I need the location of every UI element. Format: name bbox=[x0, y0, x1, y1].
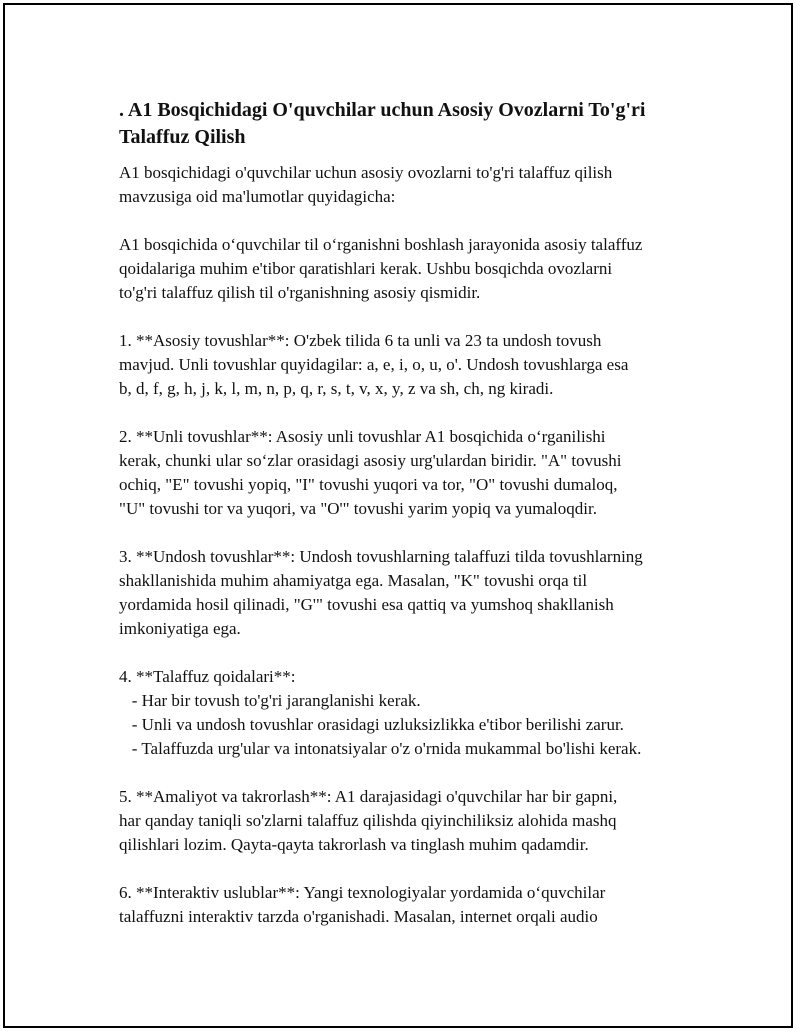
paragraph-line: A1 bosqichidagi o'quvchilar uchun asosiy ovozlarni to'g'ri talaffuz qilish bbox=[119, 163, 613, 182]
paragraph-line: "U" tovushi tor va yuqori, va "O'" tovushi yarim yopiq va yumaloqdir. bbox=[119, 499, 597, 518]
paragraph-line: ochiq, "E" tovushi yopiq, "I" tovushi yuqori va tor, "O" tovushi dumaloq, bbox=[119, 475, 618, 494]
document-body bbox=[119, 97, 699, 953]
section-3-paragraph bbox=[119, 545, 699, 641]
paragraph-line: 6. **Interaktiv uslublar**: Yangi texnologiyalar yordamida o‘quvchilar bbox=[119, 883, 606, 902]
section-6-paragraph bbox=[119, 881, 699, 929]
paragraph-line: 4. **Talaffuz qoidalari**: bbox=[119, 667, 296, 686]
paragraph-line: har qanday taniqli so'zlarni talaffuz qilishda qiyinchiliksiz alohida mashq bbox=[119, 811, 617, 830]
paragraph-line: qilishlari lozim. Qayta-qayta takrorlash va tinglash muhim qadamdir. bbox=[119, 835, 589, 854]
paragraph-line: yordamida hosil qilinadi, "G'" tovushi esa qattiq va yumshoq shakllanish bbox=[119, 595, 614, 614]
list-item: - Har bir tovush to'g'ri jaranglanishi kerak. bbox=[119, 691, 421, 710]
section-2-paragraph bbox=[119, 425, 699, 521]
paragraph-line: 5. **Amaliyot va takrorlash**: A1 darajasidagi o'quvchilar har bir gapni, bbox=[119, 787, 618, 806]
paragraph-line: 3. **Undosh tovushlar**: Undosh tovushlarning talaffuzi tilda tovushlarning bbox=[119, 547, 643, 566]
section-4-paragraph bbox=[119, 665, 699, 761]
paragraph-line: qoidalariga muhim e'tibor qaratishlari kerak. Ushbu bosqichda ovozlarni bbox=[119, 259, 613, 278]
section-1-paragraph bbox=[119, 329, 699, 401]
paragraph-line: mavzusiga oid ma'lumotlar quyidagicha: bbox=[119, 187, 396, 206]
context-paragraph bbox=[119, 233, 699, 305]
document-title bbox=[119, 97, 699, 151]
document-page bbox=[3, 3, 793, 1028]
paragraph-line: to'g'ri talaffuz qilish til o'rganishning asosiy qismidir. bbox=[119, 283, 481, 302]
title-line: Talaffuz Qilish bbox=[119, 126, 246, 148]
title-line: . A1 Bosqichidagi O'quvchilar uchun Asosiy Ovozlarni To'g'ri bbox=[119, 99, 646, 121]
paragraph-line: talaffuzni interaktiv tarzda o'rganishadi. Masalan, internet orqali audio bbox=[119, 907, 598, 926]
paragraph-line: 2. **Unli tovushlar**: Asosiy unli tovushlar A1 bosqichida o‘rganilishi bbox=[119, 427, 606, 446]
paragraph-line: kerak, chunki ular so‘zlar orasidagi asosiy urg'ulardan biridir. "A" tovushi bbox=[119, 451, 622, 470]
paragraph-line: imkoniyatiga ega. bbox=[119, 619, 241, 638]
intro-paragraph bbox=[119, 161, 699, 209]
paragraph-line: 1. **Asosiy tovushlar**: O'zbek tilida 6 ta unli va 23 ta undosh tovush bbox=[119, 331, 602, 350]
list-item: - Talaffuzda urg'ular va intonatsiyalar o'z o'rnida mukammal bo'lishi kerak. bbox=[119, 739, 642, 758]
paragraph-line: shakllanishida muhim ahamiyatga ega. Masalan, "K" tovushi orqa til bbox=[119, 571, 588, 590]
paragraph-line: b, d, f, g, h, j, k, l, m, n, p, q, r, s, t, v, x, y, z va sh, ch, ng kiradi. bbox=[119, 379, 554, 398]
section-5-paragraph bbox=[119, 785, 699, 857]
paragraph-line: A1 bosqichida o‘quvchilar til o‘rganishni boshlash jarayonida asosiy talaffuz bbox=[119, 235, 643, 254]
paragraph-line: mavjud. Unli tovushlar quyidagilar: a, e, i, o, u, o'. Undosh tovushlarga esa bbox=[119, 355, 629, 374]
list-item: - Unli va undosh tovushlar orasidagi uzluksizlikka e'tibor berilishi zarur. bbox=[119, 715, 624, 734]
